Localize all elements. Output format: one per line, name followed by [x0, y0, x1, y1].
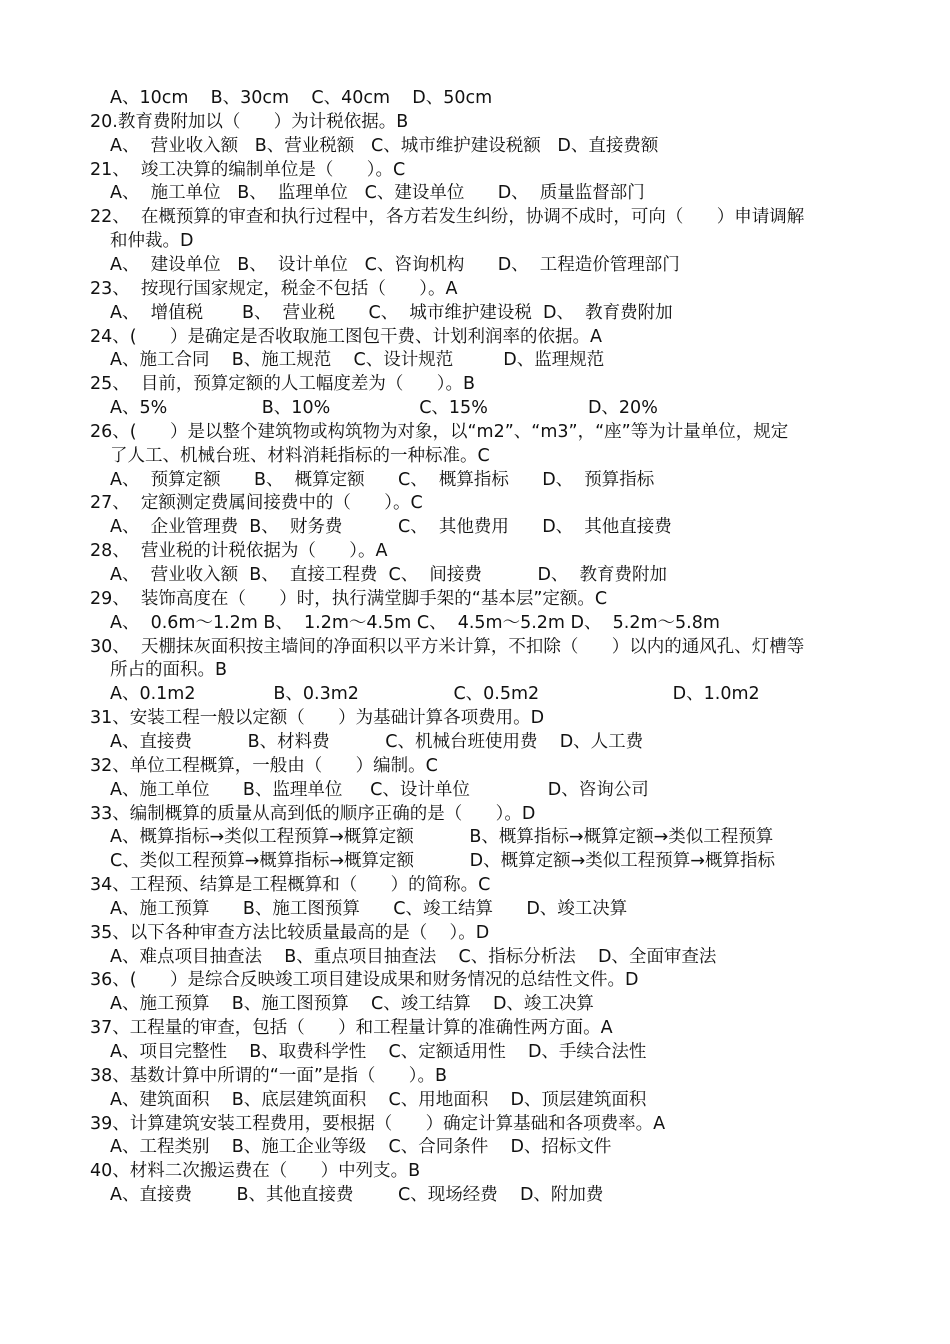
- options-line: A、 建设单位 B、 设计单位 C、咨询机构 D、 工程造价管理部门: [110, 254, 680, 275]
- options-line: A、施工预算 B、施工图预算 C、竣工结算 D、竣工决算: [110, 898, 628, 919]
- options-line: A、0.1m2 B、0.3m2 C、0.5m2 D、1.0m2: [110, 684, 760, 705]
- question-line: 22、 在概预算的审查和执行过程中，各方若发生纠纷，协调不成时，可向（ ）申请调解: [90, 207, 805, 228]
- options-line: A、10cm B、30cm C、40cm D、50cm: [110, 88, 493, 108]
- question-line: 21、 竣工决算的编制单位是（ ）。C: [90, 159, 406, 180]
- options-line: C、类似工程预算→概算指标→概算定额 D、概算定额→类似工程预算→概算指标: [110, 851, 775, 872]
- question-line: 29、 装饰高度在（ ）时，执行满堂脚手架的“基本层”定额。C: [90, 588, 608, 609]
- question-line: 33、编制概算的质量从高到低的顺序正确的是（ ）。D: [90, 803, 536, 824]
- options-line: A、 预算定额 B、 概算定额 C、 概算指标 D、 预算指标: [110, 469, 655, 490]
- options-line: A、直接费 B、材料费 C、机械台班使用费 D、人工费: [110, 731, 644, 752]
- question-continuation-line: 和仲裁。D: [110, 231, 194, 252]
- question-line: 30、 天棚抹灰面积按主墙间的净面积以平方米计算，不扣除（ ）以内的通风孔、灯槽等: [90, 636, 805, 657]
- question-line: 37、工程量的审查，包括（ ）和工程量计算的准确性两方面。A: [90, 1018, 613, 1039]
- options-line: A、项目完整性 B、取费科学性 C、定额适用性 D、手续合法性: [110, 1042, 647, 1062]
- question-line: 28、 营业税的计税依据为（ ）。A: [90, 541, 388, 562]
- question-line: 20.教育费附加以（ ）为计税依据。B: [90, 111, 409, 132]
- question-line: 35、以下各种审查方法比较质量最高的是（ ）。D: [90, 922, 490, 943]
- options-line: A、施工预算 B、施工图预算 C、竣工结算 D、竣工决算: [110, 994, 594, 1015]
- question-line: 25、 目前，预算定额的人工幅度差为（ ）。B: [90, 374, 476, 395]
- question-line: 34、工程预、结算是工程概算和（ ）的简称。C: [90, 875, 491, 896]
- options-line: A、建筑面积 B、底层建筑面积 C、用地面积 D、顶层建筑面积: [110, 1089, 647, 1110]
- question-line: 26、( ）是以整个建筑物或构筑物为对象，以“m2”、“m3”，“座”等为计量单位，规定: [90, 421, 789, 442]
- options-line: A、施工合同 B、施工规范 C、设计规范 D、监理规范: [110, 350, 605, 371]
- options-line: A、施工单位 B、监理单位 C、设计单位 D、咨询公司: [110, 779, 649, 800]
- options-line: A、 营业收入额 B、 直接工程费 C、 间接费 D、 教育费附加: [110, 565, 668, 585]
- question-line: 36、( ）是综合反映竣工项目建设成果和财务情况的总结性文件。D: [90, 970, 639, 991]
- question-line: 40、材料二次搬运费在（ ）中列支。B: [90, 1161, 421, 1182]
- options-line: A、直接费 B、其他直接费 C、现场经费 D、附加费: [110, 1185, 604, 1206]
- options-line: A、难点项目抽查法 B、重点项目抽查法 C、指标分析法 D、全面审查法: [110, 946, 717, 967]
- options-line: A、 企业管理费 B、 财务费 C、 其他费用 D、 其他直接费: [110, 517, 672, 538]
- question-line: 38、基数计算中所谓的“一面”是指（ ）。B: [90, 1065, 448, 1086]
- question-line: 32、单位工程概算，一般由（ ）编制。C: [90, 755, 438, 776]
- question-continuation-line: 了人工、机械台班、材料消耗指标的一种标准。C: [110, 445, 490, 466]
- question-line: 24、( ）是确定是否收取施工图包干费、计划利润率的依据。A: [90, 326, 602, 347]
- options-line: A、 施工单位 B、 监理单位 C、建设单位 D、 质量监督部门: [110, 183, 645, 204]
- options-line: A、 0.6m～1.2m B、 1.2m～4.5m C、 4.5m～5.2m D、 5.2m～5.8m: [110, 612, 720, 633]
- question-line: 39、计算建筑安装工程费用，要根据（ ）确定计算基础和各项费率。A: [90, 1113, 666, 1134]
- question-continuation-line: 所占的面积。B: [110, 660, 228, 681]
- options-line: A、概算指标→类似工程预算→概算定额 B、概算指标→概算定额→类似工程预算: [110, 827, 774, 848]
- options-line: A、工程类别 B、施工企业等级 C、合同条件 D、招标文件: [110, 1137, 612, 1158]
- question-line: 27、 定额测定费属间接费中的（ ）。C: [90, 493, 423, 514]
- options-line: A、 营业收入额 B、营业税额 C、城市维护建设税额 D、直接费额: [110, 135, 659, 156]
- options-line: A、 增值税 B、 营业税 C、 城市维护建设税 D、 教育费附加: [110, 302, 673, 323]
- options-line: A、5% B、10% C、15% D、20%: [110, 398, 658, 419]
- question-line: 23、 按现行国家规定，税金不包括（ ）。A: [90, 278, 458, 299]
- question-line: 31、安装工程一般以定额（ ）为基础计算各项费用。D: [90, 708, 545, 729]
